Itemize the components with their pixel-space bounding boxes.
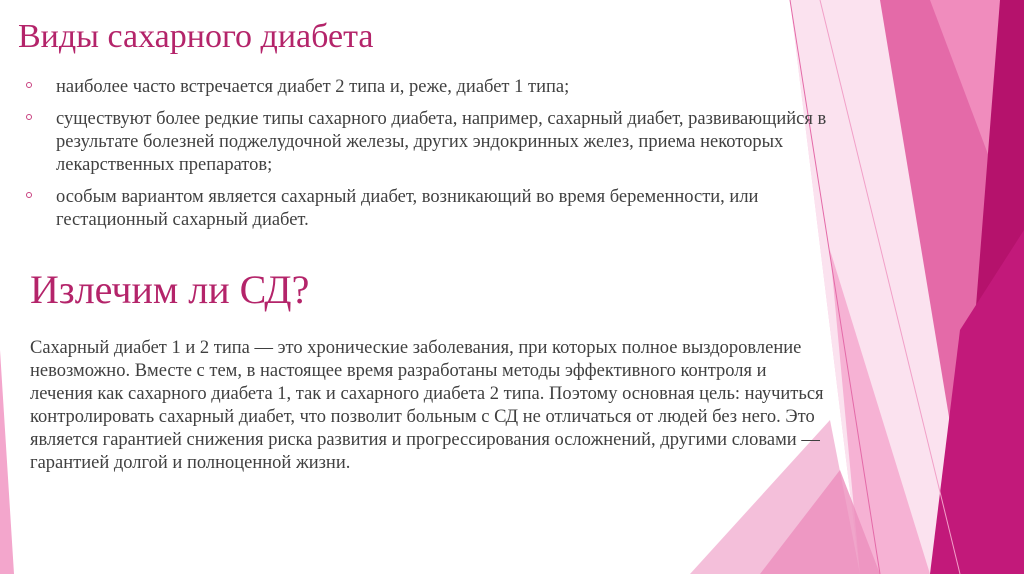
bullet-text: существуют более редкие типы сахарного диабета, например, сахарный диабет, развивающийся в результате болезней поджелудочной железы, других эндокринных желез, приема некоторых лекарственных препаратов; xyxy=(56,109,827,175)
body-paragraph: Сахарный диабет 1 и 2 типа — это хронические заболевания, при которых полное выздоровление невозможно. Вместе с тем, в настоящее время разработаны методы эффективного контроля и лечения как сахарного диабета 1, так и сахарного диабета 2 типа. Поэтому основная цель: научиться контролировать сахарный диабет, что позволит больным с СД не отличаться от людей без него. Это является гарантией снижения риска развития и прогрессирования осложнений, другими словами — гарантией долгой и полноценной жизни. xyxy=(30,338,824,473)
decor-left-strip xyxy=(0,350,14,574)
list-item xyxy=(26,108,846,177)
list-item xyxy=(26,186,846,232)
bullet-list xyxy=(26,76,846,241)
bullet-circle-icon xyxy=(26,114,32,120)
bullet-circle-icon xyxy=(26,82,32,88)
bullet-text: особым вариантом является сахарный диабет, возникающий во время беременности, или гестационный сахарный диабет. xyxy=(56,187,759,230)
bullet-text: наиболее часто встречается диабет 2 типа и, реже, диабет 1 типа; xyxy=(56,77,570,97)
bullet-circle-icon xyxy=(26,192,32,198)
section-heading: Излечим ли СД? xyxy=(30,267,310,312)
list-item xyxy=(26,76,846,99)
slide-title: Виды сахарного диабета xyxy=(18,18,374,55)
